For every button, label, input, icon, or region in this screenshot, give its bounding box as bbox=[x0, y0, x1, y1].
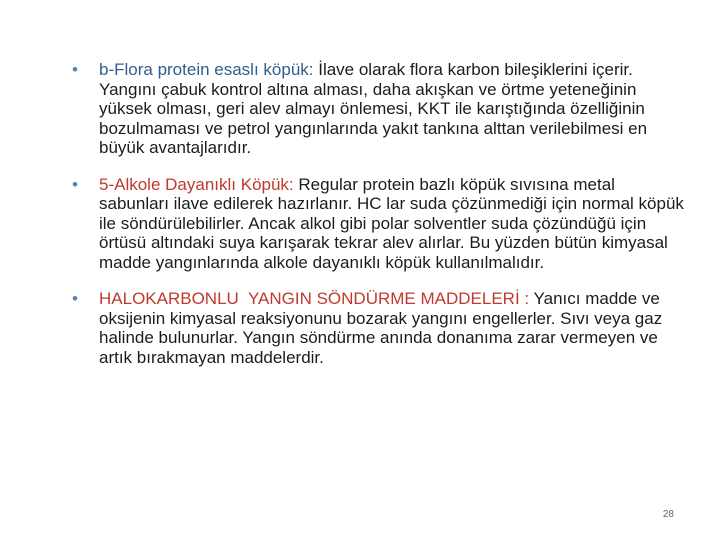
bullet-term: HALOKARBONLU YANGIN SÖNDÜRME MADDELERİ : bbox=[99, 289, 530, 308]
bullet-list bbox=[72, 60, 702, 384]
bullet-dot-icon: • bbox=[72, 289, 78, 308]
bullet-alcohol-resistant-foam bbox=[72, 175, 689, 273]
bullet-text: Yanıcı madde ve oksijenin kimyasal reaksiyonunu bozarak yangını engellerler. Sıvı veya gaz halinde bulunurlar. Yangın söndürme anında donanıma zarar vermeyen ve artık bırakmayan maddelerdir. bbox=[99, 289, 663, 367]
bullet-dot-icon: • bbox=[72, 60, 78, 79]
bullet-flora-protein-foam bbox=[72, 60, 689, 158]
bullet-dot-icon: • bbox=[72, 174, 78, 194]
page-number: 28 bbox=[662, 509, 674, 520]
bullet-term: b-Flora protein esaslı köpük: bbox=[99, 60, 314, 79]
bullet-text: Regular protein bazlı köpük sıvısına metal sabunları ilave edilerek hazırlanır. HC lar suda çözünmediği için normal köpük ile söndürülebilirler. Ancak alkol gibi polar solventler suda çözündüğü için örtüsü altındaki suya karışarak tekrar alev alırlar. Bu yüzden bütün kimyasal madde yangınlarında alkole dayanıklı köpük kullanılmalıdır. bbox=[99, 174, 684, 272]
bullet-term: 5-Alkole Dayanıklı Köpük: bbox=[99, 174, 294, 194]
bullet-halocarbon-agents bbox=[72, 289, 689, 367]
bullet-text: İlave olarak flora karbon bileşiklerini içerir. Yangını çabuk kontrol altına alması, daha akışkan ve örtme yeteneğinin yüksek olması, geri alev almayı önlemesi, KKT ile karıştığında özelliğinin bozulmaması ve petrol yangınlarında yakıt tankına alttan verilebilmesi en büyük avantajlarıdır. bbox=[99, 60, 648, 157]
